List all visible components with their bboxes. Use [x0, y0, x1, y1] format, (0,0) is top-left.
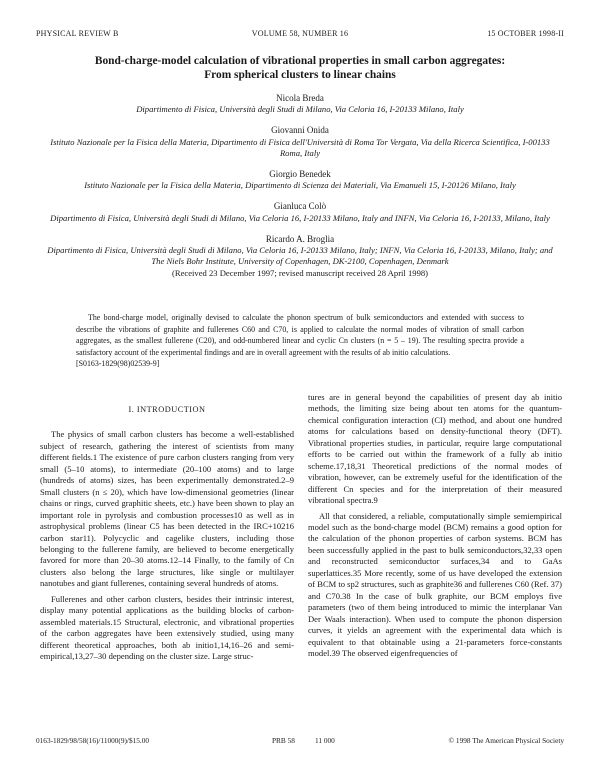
author-affiliation: Dipartimento di Fisica, Università degli Studi di Milano, Via Celoria 16, I-20133 Milano, Italy and INFN, Via Celoria 16, I-20133, Milano, Italy	[50, 212, 550, 223]
page-footer	[36, 736, 564, 748]
title-line-1: Bond-charge-model calculation of vibrational properties in small carbon aggregates:	[94, 55, 506, 67]
article-code: 0163-1829/98/58(16)/11000(9)/$15.00	[36, 736, 150, 745]
author-affiliation: Istituto Nazionale per la Fisica della Materia, Dipartimento di Fisica dell'Università di Roma Tor Vergata, Via della Ricerca Scientifica, I-00133 Roma, Italy	[50, 136, 550, 159]
author-entry	[40, 234, 560, 280]
journal-volume: PRB 58	[272, 736, 295, 745]
running-header	[36, 29, 564, 41]
pacs-code: [S0163-1829(98)02539-9]	[76, 359, 160, 368]
right-column	[308, 392, 562, 659]
section-heading: I. INTRODUCTION	[128, 405, 206, 414]
received-dates: (Received 23 December 1997; revised manuscript received 28 April 1998)	[171, 267, 429, 278]
author-name: Ricardo A. Broglia	[265, 233, 335, 244]
author-entry	[40, 169, 560, 192]
author-list	[40, 93, 560, 279]
author-affiliation: Dipartimento di Fisica, Università degli Studi di Milano, Via Celoria 16, I-20133 Milano, Italy	[136, 104, 464, 115]
author-affiliation: Dipartimento di Fisica, Università degli Studi di Milano, Via Celoria 16, I-20133 Milano, Italy; INFN, Via Celoria 16, I-20133, Milano, Italy; and The Niels Bohr Institute, University of Copenhagen, DK-2100, Copenhagen, Denmark	[47, 245, 553, 267]
abstract	[76, 312, 524, 370]
page-number: 11 000	[315, 736, 335, 745]
volume-number: VOLUME 58, NUMBER 16	[251, 29, 349, 38]
issue-date: 15 OCTOBER 1998-II	[487, 29, 564, 38]
author-name: Gianluca Colò	[273, 201, 327, 212]
paper-title	[40, 55, 560, 82]
author-entry	[40, 201, 560, 224]
body-paragraph: The physics of small carbon clusters has become a well-established subject of research, gathering the interest of scientists from many different fields.1 The existence of pure carbon clusters ranging from very small (5–10 atoms), to intermediate (20–100 atoms) and to large (hundreds of atoms) sizes, has been experimentally demonstrated.2–9 Small clusters (n ≤ 20), which have low-dimensional geometries (linear chains or rings, curved graphitic sheets, etc.) have been shown to play an important role in pyrolysis and combustion processes10 as well as in astrophysical problems (linear C5 has been detected in the IRC+10216 carbon star11). Polycyclic and cagelike clusters, including those belonging to the fullerene family, are believed to become energetically favored for more than 20–30 atoms.12–14 Finally, to the family of Cn clusters also belong the large structures, like single or multilayer nanotubes and giant fullerenes, containing several hundreds of atoms.	[40, 429, 294, 589]
title-line-2: From spherical clusters to linear chains	[204, 68, 396, 81]
copyright: © 1998 The American Physical Society	[448, 736, 564, 745]
author-entry	[40, 125, 560, 159]
body-paragraph: All that considered, a reliable, computationally simple semiempirical model such as the bond-charge model (BCM) remains a good option for the calculation of the phonon properties of carbon systems. BCM has been successfully applied in the past to bulk semiconductors,32,33 open and reconstructed semiconductor surfaces,34 and to GaAs superlattices.35 More recently, some of us have developed the extension of BCM to sp2 structures, such as graphite36 and fullerenes C60 (Ref. 37) and C70.38 In the case of bulk graphite, our BCM employs five parameters (two of them being introduced to mimic the interplanar Van Der Waals interaction). When used to compute the phonon dispersion curves, it yields an agreement with the experimental data which is equivalent to that obtainable using a 21-parameters force-constants model.39 The observed eigenfrequencies of	[308, 510, 562, 658]
author-name: Giorgio Benedek	[269, 169, 331, 180]
author-name: Giovanni Onida	[271, 125, 329, 136]
body-paragraph: tures are in general beyond the capabilities of present day ab initio methods, the limiting size being about ten atoms for the quantum-chemical configuration interaction (CI) method, and about one hundred atoms for calculations based on density-functional theory (DFT). Vibrational properties studies, in particular, require large computational efforts to be carried out within the framework of a fully ab initio scheme.17,18,31 Theoretical predictions of the normal modes of vibration, however, can be extremely useful for the identification of the different Cn species and for the interpretation of their measured vibrational spectra.9	[308, 392, 562, 506]
abstract-text: The bond-charge model, originally devised to calculate the phonon spectrum of bulk semiconductors and extended with success to describe the vibrations of graphite and fullerenes C60 and C70, is applied to calculate the normal modes of vibration of small carbon aggregates, as the smallest fullerene (C20), and odd-numbered linear and cyclic Cn clusters (n = 5 – 19). The resulting spectra provide a satisfactory account of the experimental findings and are in overall agreement with the results of ab initio calculations.	[76, 313, 524, 357]
left-column	[40, 392, 294, 663]
author-affiliation: Istituto Nazionale per la Fisica della Materia, Dipartimento di Scienza dei Materiali, Via Emanueli 15, I-20126 Milano, Italy	[84, 180, 516, 191]
body-paragraph: Fullerenes and other carbon clusters, besides their intrinsic interest, display many potential applications as the building blocks of carbon-assembled materials.15 Structural, electronic, and vibrational properties of the carbon aggregates have been extensively studied, using many different theoretical approaches, both ab initio1,14,16–26 and semi-empirical,13,27–30 depending on the cluster size. Large struc-	[40, 593, 294, 662]
author-entry	[40, 93, 560, 116]
journal-name: PHYSICAL REVIEW B	[36, 29, 119, 38]
author-name: Nicola Breda	[276, 93, 324, 103]
